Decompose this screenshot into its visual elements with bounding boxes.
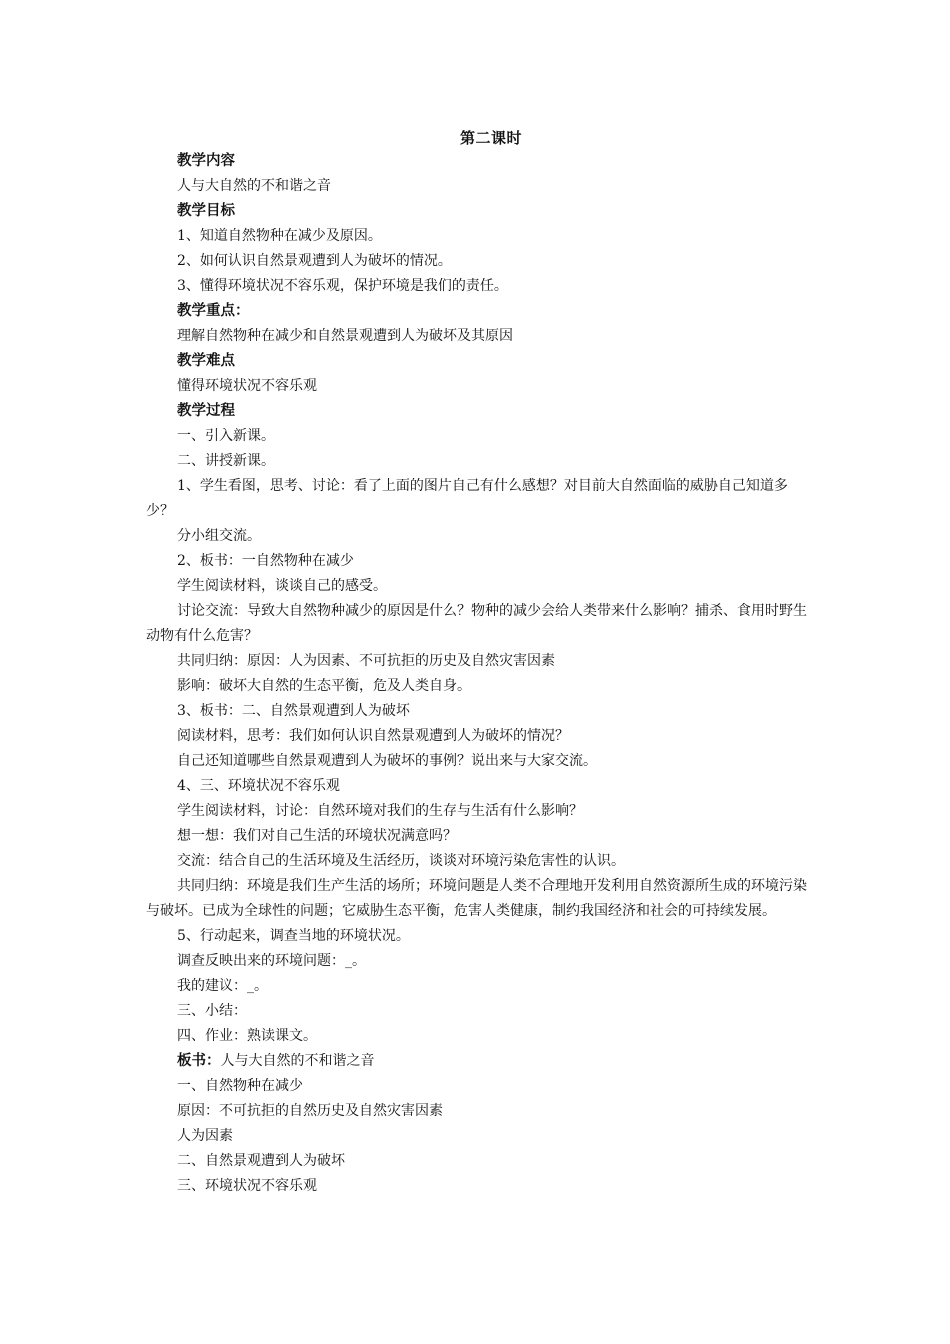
board-writing-text: 人与大自然的不和谐之音 — [220, 1053, 375, 1069]
paragraph: 一、自然物种在减少 — [177, 1078, 303, 1094]
paragraph: 理解自然物种在减少和自然景观遭到人为破坏及其原因 — [177, 328, 513, 344]
paragraph: 调查反映出来的环境问题：_。 — [177, 953, 366, 969]
paragraph: 人为因素 — [177, 1128, 233, 1144]
paragraph: 2、如何认识自然景观遭到人为破坏的情况。 — [177, 253, 452, 269]
paragraph: 自己还知道哪些自然景观遭到人为破坏的事例？说出来与大家交流。 — [177, 753, 597, 769]
paragraph: 3、板书：二、自然景观遭到人为破坏 — [177, 703, 410, 719]
paragraph: 2、板书：一自然物种在减少 — [177, 553, 354, 569]
paragraph: 共同归纳：环境是我们生产生活的场所；环境问题是人类不合理地开发利用自然资源所生成的环境污染与破坏。已成为全球性的问题；它威胁生态平衡，危害人类健康，制约我国经济和社会的可持续发展。 — [146, 878, 807, 919]
lesson-content — [146, 149, 812, 1199]
section-heading: 教学重点： — [177, 303, 250, 319]
section-heading: 教学内容 — [177, 153, 235, 169]
paragraph: 1、学生看图，思考、讨论：看了上面的图片自己有什么感想？对目前大自然面临的威胁自己知道多少？ — [146, 478, 788, 519]
paragraph: 二、自然景观遭到人为破坏 — [177, 1153, 345, 1169]
board-writing-label: 板书： — [177, 1053, 221, 1069]
paragraph: 影响：破坏大自然的生态平衡，危及人类自身。 — [177, 678, 471, 694]
paragraph: 三、环境状况不容乐观 — [177, 1178, 317, 1194]
paragraph: 一、引入新课。 — [177, 428, 275, 444]
paragraph: 3、懂得环境状况不容乐观，保护环境是我们的责任。 — [177, 278, 508, 294]
paragraph: 1、知道自然物种在减少及原因。 — [177, 228, 382, 244]
section-heading: 教学过程 — [177, 403, 235, 419]
paragraph: 四、作业：熟读课文。 — [177, 1028, 317, 1044]
paragraph: 二、讲授新课。 — [177, 453, 275, 469]
paragraph: 阅读材料，思考：我们如何认识自然景观遭到人为破坏的情况？ — [177, 728, 569, 744]
paragraph: 原因：不可抗拒的自然历史及自然灾害因素 — [177, 1103, 443, 1119]
paragraph: 4、三、环境状况不容乐观 — [177, 778, 340, 794]
paragraph: 交流：结合自己的生活环境及生活经历，谈谈对环境污染危害性的认识。 — [177, 853, 625, 869]
paragraph: 三、小结： — [177, 1003, 247, 1019]
paragraph: 分小组交流。 — [177, 528, 261, 544]
paragraph: 我的建议：_。 — [177, 978, 268, 994]
section-heading: 教学难点 — [177, 353, 235, 369]
paragraph: 想一想：我们对自己生活的环境状况满意吗？ — [177, 828, 457, 844]
board-writing-line — [146, 1049, 812, 1074]
paragraph: 人与大自然的不和谐之音 — [177, 178, 331, 194]
lesson-title: 第二课时 — [459, 129, 522, 147]
paragraph: 共同归纳：原因：人为因素、不可抗拒的历史及自然灾害因素 — [177, 653, 555, 669]
paragraph: 讨论交流：导致大自然物种减少的原因是什么？物种的减少会给人类带来什么影响？捕杀、食用时野生动物有什么危害？ — [146, 603, 807, 644]
paragraph: 5、行动起来，调查当地的环境状况。 — [177, 928, 410, 944]
paragraph: 学生阅读材料，讨论：自然环境对我们的生存与生活有什么影响？ — [177, 803, 583, 819]
paragraph: 懂得环境状况不容乐观 — [177, 378, 317, 394]
section-heading: 教学目标 — [177, 203, 235, 219]
paragraph: 学生阅读材料，谈谈自己的感受。 — [177, 578, 387, 594]
